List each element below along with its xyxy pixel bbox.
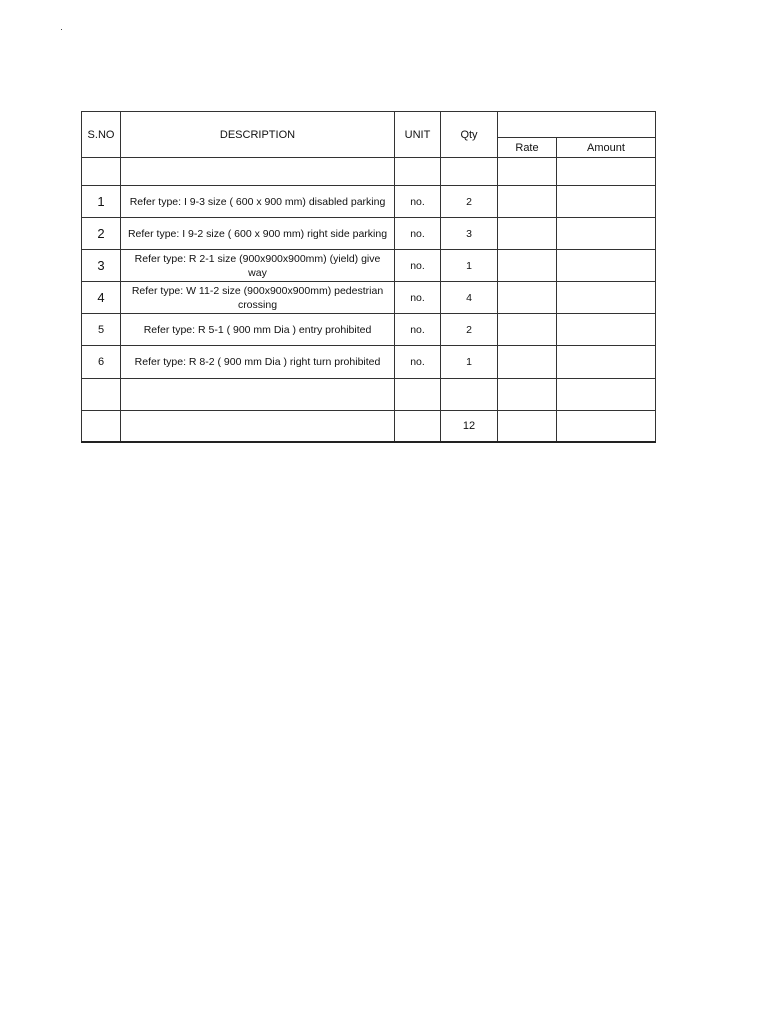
sno-cell: 2 xyxy=(82,218,121,250)
table-row xyxy=(82,314,656,346)
table-row xyxy=(82,282,656,314)
header-row xyxy=(82,112,656,138)
total-row xyxy=(82,411,656,442)
description-cell: Refer type: I 9-2 size ( 600 x 900 mm) right side parking xyxy=(121,218,395,250)
description-cell: Refer type: W 11-2 size (900x900x900mm) pedestrian crossing xyxy=(121,282,395,314)
rate-cell xyxy=(498,282,557,314)
table-row xyxy=(82,186,656,218)
unit-cell: no. xyxy=(395,186,441,218)
empty-row xyxy=(82,158,656,186)
header-group xyxy=(498,112,656,138)
unit-cell: no. xyxy=(395,282,441,314)
bill-of-quantities-table xyxy=(81,111,656,443)
rate-cell xyxy=(498,250,557,282)
unit-cell: no. xyxy=(395,314,441,346)
qty-cell: 2 xyxy=(441,314,498,346)
cell xyxy=(395,411,441,442)
description-cell: Refer type: I 9-3 size ( 600 x 900 mm) disabled parking xyxy=(121,186,395,218)
amount-cell xyxy=(557,250,656,282)
table-row xyxy=(82,218,656,250)
header-unit: UNIT xyxy=(395,112,441,158)
cell xyxy=(557,379,656,411)
unit-cell: no. xyxy=(395,250,441,282)
amount-cell xyxy=(557,346,656,379)
cell xyxy=(121,411,395,442)
header-sno: S.NO xyxy=(82,112,121,158)
qty-cell: 1 xyxy=(441,250,498,282)
cell xyxy=(498,158,557,186)
amount-cell xyxy=(557,186,656,218)
sno-cell: 1 xyxy=(82,186,121,218)
total-qty-cell: 12 xyxy=(441,411,498,442)
cell xyxy=(82,411,121,442)
qty-cell: 3 xyxy=(441,218,498,250)
cell xyxy=(121,379,395,411)
cell xyxy=(557,411,656,442)
cell xyxy=(498,411,557,442)
rate-cell xyxy=(498,186,557,218)
cell xyxy=(441,158,498,186)
qty-cell: 2 xyxy=(441,186,498,218)
cell xyxy=(121,158,395,186)
header-amount: Amount xyxy=(557,138,656,158)
description-cell: Refer type: R 8-2 ( 900 mm Dia ) right turn prohibited xyxy=(121,346,395,379)
description-cell: Refer type: R 5-1 ( 900 mm Dia ) entry prohibited xyxy=(121,314,395,346)
cell xyxy=(82,158,121,186)
header-description: DESCRIPTION xyxy=(121,112,395,158)
amount-cell xyxy=(557,282,656,314)
rate-cell xyxy=(498,346,557,379)
qty-cell: 1 xyxy=(441,346,498,379)
unit-cell: no. xyxy=(395,346,441,379)
unit-cell: no. xyxy=(395,218,441,250)
table-row xyxy=(82,250,656,282)
amount-cell xyxy=(557,314,656,346)
rate-cell xyxy=(498,218,557,250)
amount-cell xyxy=(557,218,656,250)
stray-mark xyxy=(61,29,62,30)
cell xyxy=(498,379,557,411)
rate-cell xyxy=(498,314,557,346)
header-rate: Rate xyxy=(498,138,557,158)
sno-cell: 5 xyxy=(82,314,121,346)
cell xyxy=(82,379,121,411)
empty-row xyxy=(82,379,656,411)
sno-cell: 3 xyxy=(82,250,121,282)
cell xyxy=(395,379,441,411)
sno-cell: 4 xyxy=(82,282,121,314)
description-cell: Refer type: R 2-1 size (900x900x900mm) (yield) give way xyxy=(121,250,395,282)
cell xyxy=(441,379,498,411)
header-qty: Qty xyxy=(441,112,498,158)
qty-cell: 4 xyxy=(441,282,498,314)
cell xyxy=(395,158,441,186)
sno-cell: 6 xyxy=(82,346,121,379)
table-row xyxy=(82,346,656,379)
cell xyxy=(557,158,656,186)
